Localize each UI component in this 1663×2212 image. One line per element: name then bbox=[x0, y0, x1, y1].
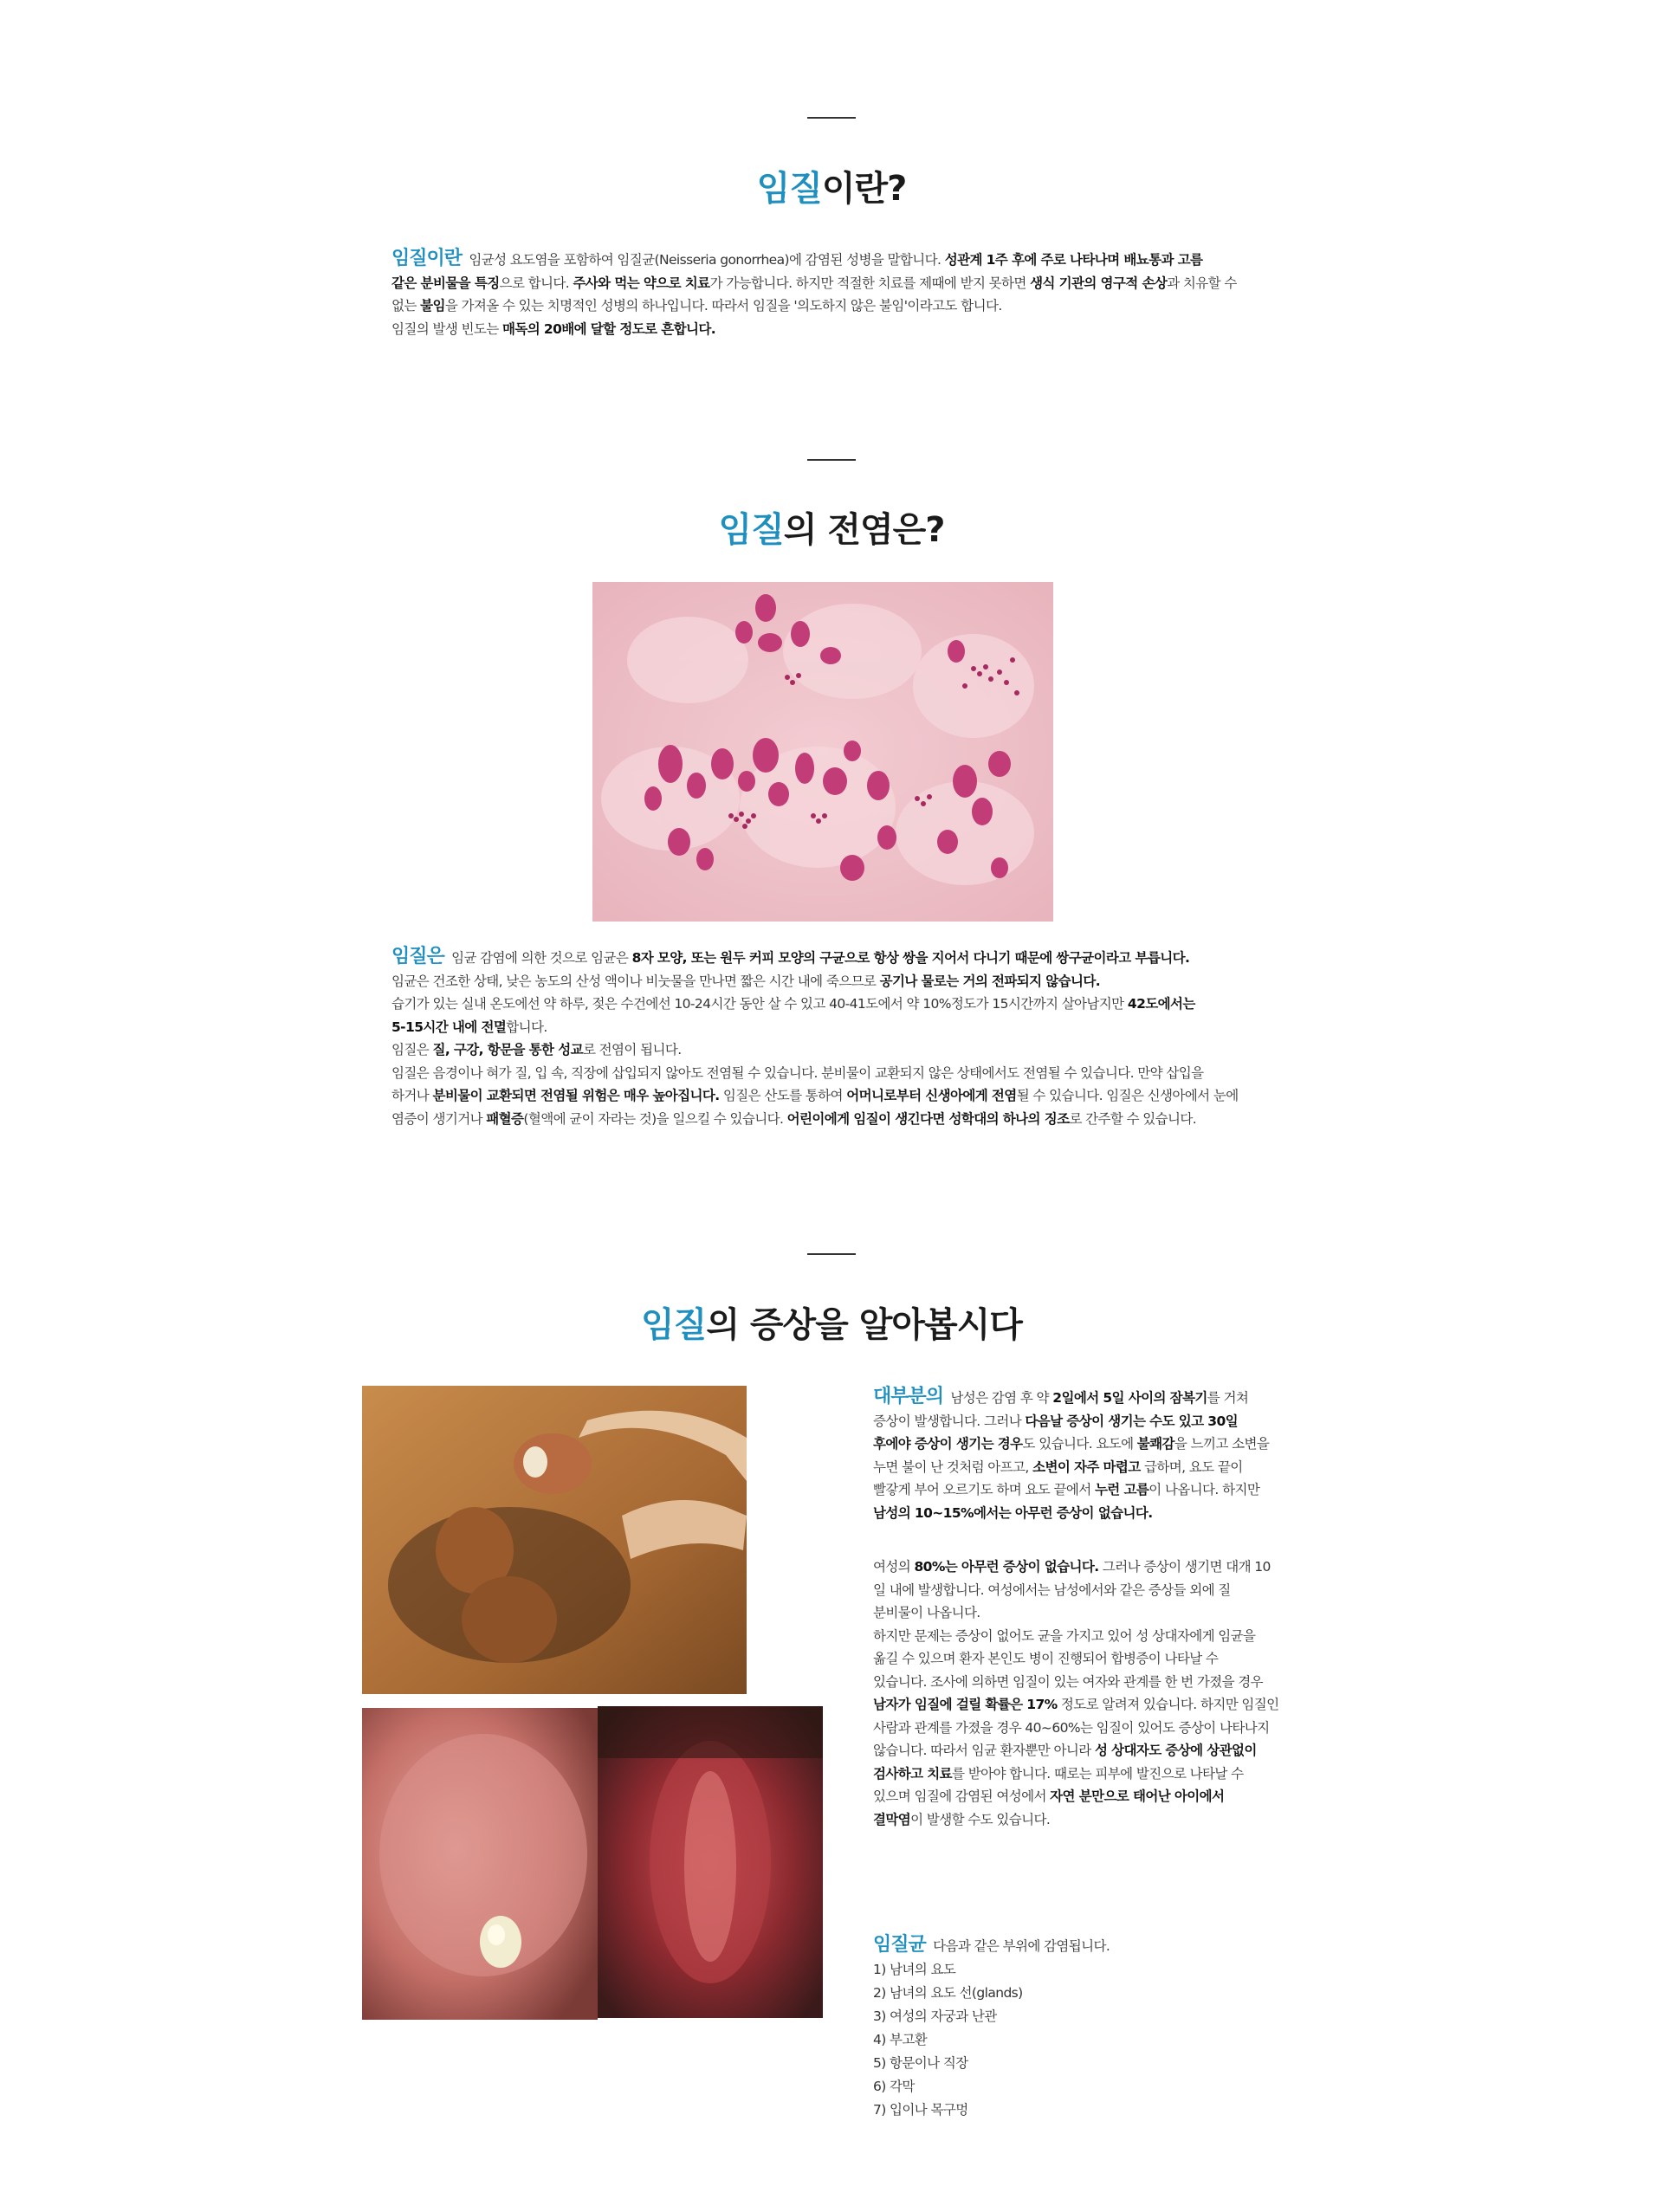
list-item: 3) 여성의 자궁과 난관 bbox=[873, 2008, 997, 2024]
infection-sites-intro bbox=[873, 1933, 1110, 1958]
body-text: 누면 불이 난 것처럼 아프고, bbox=[873, 1458, 1033, 1475]
paragraph-line bbox=[873, 1739, 1279, 1762]
emphasis-text: 패혈증 bbox=[486, 1110, 524, 1127]
list-item: 7) 입이나 목구멍 bbox=[873, 2102, 968, 2118]
emphasis-text: 공기나 물로는 거의 전파되지 않습니다. bbox=[879, 973, 1101, 989]
paragraph-line bbox=[873, 1647, 1279, 1671]
paragraph-line bbox=[873, 1556, 1279, 1579]
paragraph-line bbox=[873, 1579, 1279, 1602]
list-item: 5) 항문이나 직장 bbox=[873, 2055, 968, 2071]
emphasis-text: 80%는 아무런 증상이 없습니다. bbox=[914, 1559, 1099, 1575]
body-text: 임균은 건조한 상태, 낮은 농도의 산성 액이나 비눗물을 만나면 짧은 시간 내에 죽으므로 bbox=[391, 973, 880, 989]
infection-sites-list bbox=[873, 1933, 1110, 2122]
emphasis-text: 주사와 먹는 약으로 치료 bbox=[573, 275, 710, 291]
body-text: 빨갛게 부어 오르기도 하며 요도 끝에서 bbox=[873, 1482, 1095, 1497]
emphasis-text: 2일에서 5일 사이의 잠복기 bbox=[1052, 1390, 1207, 1406]
body-text: 될 수 있습니다. 임질은 신생아에서 눈에 bbox=[1016, 1088, 1239, 1103]
emphasis-text: 성 상대자도 증상에 상관없이 bbox=[1094, 1743, 1257, 1758]
body-text: 로 간주할 수 있습니다. bbox=[1069, 1110, 1197, 1127]
male-symptoms-paragraph bbox=[873, 1386, 1269, 1524]
body-text: 정도로 알려져 있습니다. 하지만 임질인 bbox=[1057, 1697, 1279, 1712]
emphasis-text: 소변이 자주 마렵고 bbox=[1032, 1458, 1141, 1475]
title-rest: 의 전염은? bbox=[783, 510, 945, 550]
body-text: 습기가 있는 실내 온도에선 약 하루, 젖은 수건에선 10-24시간 동안 살 수 있고 40-41도에서 약 10%정도가 15시간까지 살아남지만 bbox=[391, 996, 1128, 1012]
body-text: 임질은 산도를 통하여 bbox=[719, 1088, 847, 1103]
body-text: 없는 bbox=[391, 298, 421, 314]
emphasis-text: 남성의 10~15%에서는 아무런 증상이 없습니다. bbox=[873, 1504, 1153, 1521]
paragraph-line bbox=[873, 1601, 1279, 1625]
paragraph-line bbox=[873, 1386, 1269, 1410]
emphasis-text: 다음날 증상이 생기는 수도 있고 30일 bbox=[1025, 1413, 1238, 1429]
body-text: 임균성 요도염을 포함하여 임질균(Neisseria gonorrhea)에 감염된 성병을 말합니다. bbox=[465, 252, 945, 268]
paragraph-line bbox=[391, 1016, 1239, 1039]
emphasis-text: 누런 고름 bbox=[1094, 1482, 1149, 1497]
list-item: 1) 남녀의 요도 bbox=[873, 1962, 956, 1977]
emphasis-text: 분비물이 교환되면 전염될 위험은 매우 높아집니다. bbox=[432, 1088, 720, 1103]
body-text: 임균 감염에 의한 것으로 임균은 bbox=[447, 950, 632, 966]
body-text: 과 치유할 수 bbox=[1167, 275, 1237, 291]
title-accent: 임질 bbox=[756, 169, 822, 209]
body-text: 가 가능합니다. 하지만 적절한 치료를 제때에 받지 못하면 bbox=[709, 275, 1031, 291]
body-text: 하지만 문제는 증상이 없어도 균을 가지고 있어 성 상대자에게 임균을 bbox=[873, 1627, 1256, 1644]
paragraph-line bbox=[873, 1502, 1269, 1525]
section-title-symptoms bbox=[0, 1297, 1663, 1347]
emphasis-text: 검사하고 치료 bbox=[873, 1765, 953, 1782]
paragraph-line bbox=[391, 1084, 1239, 1108]
emphasis-text: 매독의 20배에 달할 정도로 흔합니다. bbox=[501, 320, 716, 337]
paragraph-line bbox=[873, 1478, 1269, 1502]
clinical-photo-female bbox=[598, 1706, 823, 2018]
paragraph-line bbox=[873, 1785, 1279, 1808]
title-accent: 임질 bbox=[718, 510, 784, 550]
paragraph-line bbox=[873, 1808, 1279, 1832]
emphasis-text: 5-15시간 내에 전멸 bbox=[391, 1019, 507, 1035]
emphasis-text: 불임 bbox=[420, 298, 445, 314]
body-text: 임질의 발생 빈도는 bbox=[391, 320, 502, 337]
body-text: 임질은 bbox=[391, 1042, 433, 1057]
paragraph-line bbox=[873, 1625, 1279, 1648]
paragraph-line bbox=[391, 993, 1239, 1016]
list-item: 4) 부고환 bbox=[873, 2032, 928, 2047]
body-text: 로 전염이 됩니다. bbox=[582, 1042, 682, 1057]
paragraph-line bbox=[391, 248, 1237, 272]
body-text: 이 발생할 수도 있습니다. bbox=[910, 1811, 1051, 1827]
section-title-transmission bbox=[0, 502, 1663, 552]
emphasis-text: 42도에서는 bbox=[1127, 996, 1195, 1012]
paragraph-line bbox=[391, 294, 1237, 318]
body-text: 을 가져올 수 있는 치명적인 성병의 하나입니다. 따라서 임질을 '의도하지 않은 불임'이라고도 합니다. bbox=[444, 298, 1002, 314]
body-text: 있으며 임질에 감염된 여성에서 bbox=[873, 1788, 1051, 1804]
emphasis-text: 질, 구강, 항문을 통한 성교 bbox=[432, 1042, 583, 1057]
body-text: 여성의 bbox=[873, 1559, 915, 1575]
emphasis-text: 불쾌감 bbox=[1136, 1436, 1174, 1452]
body-text: 옮길 수 있으며 환자 본인도 병이 진행되어 합병증이 나타날 수 bbox=[873, 1651, 1219, 1666]
paragraph-line bbox=[873, 1433, 1269, 1456]
body-text: 을 느끼고 소변을 bbox=[1174, 1436, 1270, 1452]
paragraph-line bbox=[391, 1108, 1239, 1131]
paragraph-line bbox=[391, 272, 1237, 295]
emphasis-text: 후에야 증상이 생기는 경우 bbox=[873, 1436, 1023, 1452]
emphasis-text: 어린이에게 임질이 생긴다면 성학대의 하나의 징조 bbox=[786, 1110, 1070, 1127]
body-text: 이 나옵니다. 하지만 bbox=[1149, 1482, 1260, 1497]
body-text: (혈액에 균이 자라는 것)을 일으킬 수 있습니다. bbox=[523, 1110, 787, 1127]
body-text: 분비물이 나옵니다. bbox=[873, 1605, 980, 1620]
body-text: 증상이 발생합니다. 그러나 bbox=[873, 1413, 1026, 1429]
clinical-photo-male-discharge bbox=[362, 1708, 598, 2020]
body-text: 염증이 생기거나 bbox=[391, 1110, 487, 1127]
body-text: 급하며, 요도 끝이 bbox=[1140, 1458, 1243, 1475]
lead-word: 임질이란 bbox=[391, 248, 463, 269]
body-text: 도 있습니다. 요도에 bbox=[1022, 1436, 1137, 1452]
lead-word: 대부분의 bbox=[873, 1386, 944, 1407]
clinical-photo-male-top bbox=[362, 1386, 747, 1694]
body-text: 있습니다. 조사에 의하면 임질이 있는 여자와 관계를 한 번 가졌을 경우 bbox=[873, 1673, 1264, 1690]
paragraph-line bbox=[873, 1671, 1279, 1694]
paragraph-line bbox=[391, 318, 1237, 341]
paragraph-line bbox=[391, 1062, 1239, 1085]
body-text: 않습니다. 따라서 임균 환자뿐만 아니라 bbox=[873, 1743, 1095, 1758]
emphasis-text: 어머니로부터 신생아에게 전염 bbox=[846, 1088, 1017, 1103]
lead-word: 임질은 bbox=[391, 946, 444, 967]
section-divider-3 bbox=[807, 1253, 856, 1255]
body-text: 하거나 bbox=[391, 1088, 433, 1103]
paragraph-line bbox=[391, 1038, 1239, 1062]
body-text: 일 내에 발생합니다. 여성에서는 남성에서와 같은 증상들 외에 질 bbox=[873, 1581, 1231, 1598]
emphasis-text: 성관계 1주 후에 주로 나타나며 배뇨통과 고름 bbox=[944, 252, 1203, 268]
emphasis-text: 남자가 임질에 걸릴 확률은 17% bbox=[873, 1697, 1058, 1712]
paragraph-line bbox=[391, 946, 1239, 970]
body-text: 합니다. bbox=[506, 1019, 547, 1035]
list-item: 6) 각막 bbox=[873, 2079, 915, 2094]
section-divider-2 bbox=[807, 459, 856, 461]
body-text: 를 받아야 합니다. 때로는 피부에 발진으로 나타날 수 bbox=[952, 1765, 1244, 1782]
lead-word: 임질균 bbox=[873, 1934, 926, 1956]
list-intro-text: 다음과 같은 부위에 감염됩니다. bbox=[929, 1938, 1110, 1954]
title-rest: 이란? bbox=[821, 169, 907, 209]
body-text: 임질은 음경이나 혀가 질, 입 속, 직장에 삽입되지 않아도 전염될 수 있습니다. 분비물이 교환되지 않은 상태에서도 전염될 수 있습니다. 만약 삽입을 bbox=[391, 1064, 1204, 1081]
body-text: 를 거쳐 bbox=[1207, 1390, 1249, 1406]
emphasis-text: 같은 분비물을 특징 bbox=[391, 275, 500, 291]
paragraph-line bbox=[873, 1762, 1279, 1786]
definition-paragraph bbox=[391, 248, 1237, 340]
paragraph-line bbox=[873, 1410, 1269, 1433]
list-item: 2) 남녀의 요도 선(glands) bbox=[873, 1985, 1023, 2001]
female-symptoms-paragraph bbox=[873, 1556, 1279, 1831]
paragraph-line bbox=[873, 1456, 1269, 1479]
title-rest: 의 증상을 알아봅시다 bbox=[706, 1305, 1022, 1345]
paragraph-line bbox=[391, 970, 1239, 993]
emphasis-text: 생식 기관의 영구적 손상 bbox=[1030, 275, 1168, 291]
body-text: 남성은 감염 후 약 bbox=[947, 1390, 1053, 1406]
emphasis-text: 8자 모양, 또는 원두 커피 모양의 구균으로 항상 쌍을 지어서 다니기 때문에 쌍구균이라고 부릅니다. bbox=[631, 950, 1190, 966]
transmission-paragraph bbox=[391, 946, 1239, 1130]
title-accent: 임질 bbox=[641, 1305, 707, 1345]
section-title-definition bbox=[0, 161, 1663, 210]
section-divider-1 bbox=[807, 117, 856, 119]
emphasis-text: 결막염 bbox=[873, 1811, 911, 1827]
paragraph-line bbox=[873, 1693, 1279, 1717]
paragraph-line bbox=[873, 1717, 1279, 1740]
body-text: 사람과 관계를 가졌을 경우 40~60%는 임질이 있어도 증상이 나타나지 bbox=[873, 1719, 1270, 1736]
emphasis-text: 자연 분만으로 태어난 아이에서 bbox=[1050, 1788, 1225, 1804]
gonococcus-microscope-image bbox=[592, 582, 1053, 922]
body-text: 으로 합니다. bbox=[499, 275, 573, 291]
body-text: 그러나 증상이 생기면 대개 10 bbox=[1098, 1559, 1271, 1575]
